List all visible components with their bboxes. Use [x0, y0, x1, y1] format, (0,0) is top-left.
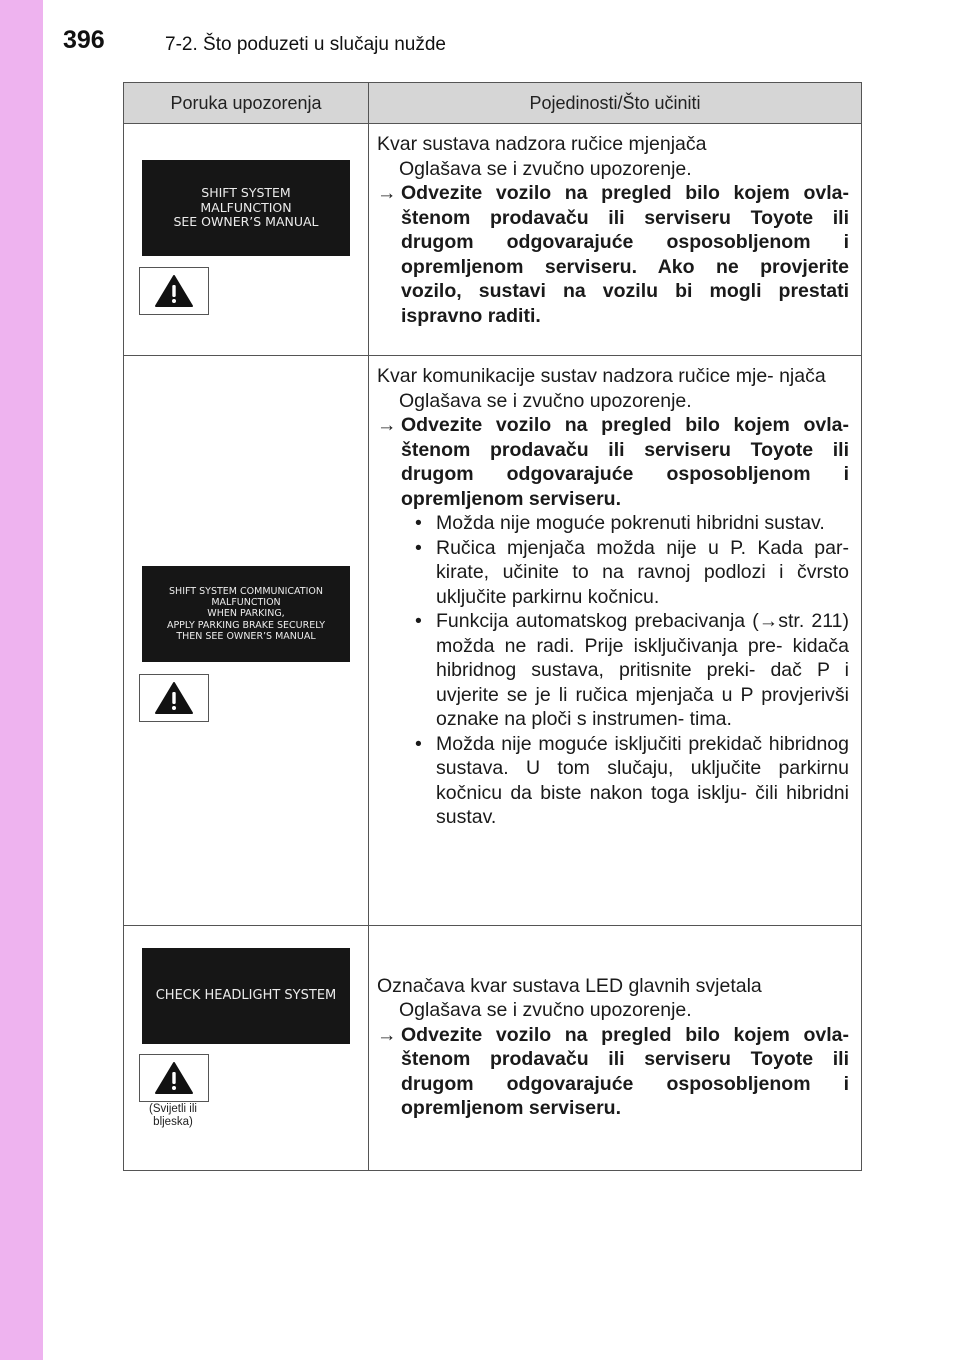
warning-details-cell [369, 926, 862, 1171]
warning-title: Kvar komunikacije sustav nadzora ručice mje- njača [377, 365, 826, 387]
arrow-icon: → [377, 1023, 397, 1046]
multi-information-display [142, 948, 350, 1044]
list-item: • Ručica mjenjača možda nije u P. Kada par- kirate, učinite to na ravnoj podlozi i čvrsto uključite parkirnu kočnicu. [410, 536, 849, 610]
warning-triangle-icon [154, 1061, 194, 1095]
display-text-line: SEE OWNER’S MANUAL [173, 214, 319, 230]
notes-list [377, 511, 849, 830]
chapter-color-strip [0, 0, 43, 1360]
action-text: Odvezite vozilo na pregled bilo kojem ovla- štenom prodavaču ili serviseru Toyote ili drugom odgovarajuće osposobljenom i opremljenom serviseru. [401, 1023, 849, 1119]
warning-light-box [139, 674, 209, 722]
section-title: 7-2. Što poduzeti u slučaju nužde [165, 34, 446, 55]
column-header-details: Pojedinosti/Što učiniti [369, 83, 862, 124]
display-text-line: MALFUNCTION [211, 597, 281, 609]
warning-light-box [139, 1054, 209, 1102]
table-row [124, 926, 862, 1171]
display-text-line: THEN SEE OWNER’S MANUAL [176, 630, 316, 642]
warning-light-box [139, 267, 209, 315]
display-text-line: WHEN PARKING, [207, 608, 285, 620]
buzzer-note: Oglašava se i zvučno upozorenje. [399, 389, 692, 412]
action-instruction [377, 1023, 849, 1121]
column-header-message: Poruka upozorenja [124, 83, 369, 124]
display-text-line: SHIFT SYSTEM COMMUNICATION [169, 585, 323, 597]
table-row [124, 356, 862, 926]
list-item: • Funkcija automatskog prebacivanja (→str. 211) možda ne radi. Prije isključivanja pre- kidača hibridnog sustava, pritisnite preki- dač P i uvjerite se je li ručica mjenjača u P provjerivši oznake na ploči s instrumen- tima. [410, 609, 849, 732]
display-text-line: SHIFT SYSTEM [201, 184, 291, 200]
action-text: Odvezite vozilo na pregled bilo kojem ovla- štenom prodavaču ili serviseru Toyote ili drugom odgovarajuće osposobljenom i opremljenom serviseru. Ako ne provjerite vozilo, sustavi na vozilu bi mogli prestati ispravno raditi. [401, 182, 849, 327]
multi-information-display [142, 566, 350, 662]
arrow-icon: → [377, 414, 397, 436]
warning-title: Označava kvar sustava LED glavnih svjetala [377, 974, 762, 997]
buzzer-note: Oglašava se i zvučno upozorenje. [399, 999, 692, 1021]
list-item: • Možda nije moguće pokrenuti hibridni sustav. [410, 511, 849, 536]
warning-triangle-icon [154, 274, 194, 308]
action-instruction [377, 413, 849, 511]
buzzer-note: Oglašava se i zvučno upozorenje. [399, 157, 692, 180]
warning-details-cell [369, 124, 862, 356]
display-text-line: APPLY PARKING BRAKE SECURELY [166, 619, 326, 631]
list-item: • Možda nije moguće isključiti prekidač hibridnog sustava. U tom slučaju, uključite parkirnu kočnicu da biste nakon toga isklju- čili hibridni sustav. [410, 732, 849, 830]
warning-message-cell [124, 124, 369, 356]
multi-information-display [142, 160, 350, 256]
action-text: Odvezite vozilo na pregled bilo kojem ovla- štenom prodavaču ili serviseru Toyote ili drugom odgovarajuće osposobljenom i opremljenom serviseru. [401, 414, 849, 510]
display-text-line: CHECK HEADLIGHT SYSTEM [155, 988, 337, 1004]
warning-message-cell [124, 356, 369, 926]
warning-message-cell [124, 926, 369, 1171]
table-row [124, 124, 862, 356]
action-instruction [377, 181, 849, 328]
table-header-row [124, 83, 862, 124]
warning-messages-table [123, 82, 862, 1171]
warning-details-cell [369, 356, 862, 926]
warning-triangle-icon [154, 681, 194, 715]
arrow-icon: → [377, 182, 397, 204]
display-text-line: MALFUNCTION [200, 199, 292, 215]
icon-note: (Svijetli ili bljeska) [149, 1103, 197, 1128]
warning-title: Kvar sustava nadzora ručice mjenjača [377, 133, 707, 155]
page-number: 396 [63, 26, 105, 54]
